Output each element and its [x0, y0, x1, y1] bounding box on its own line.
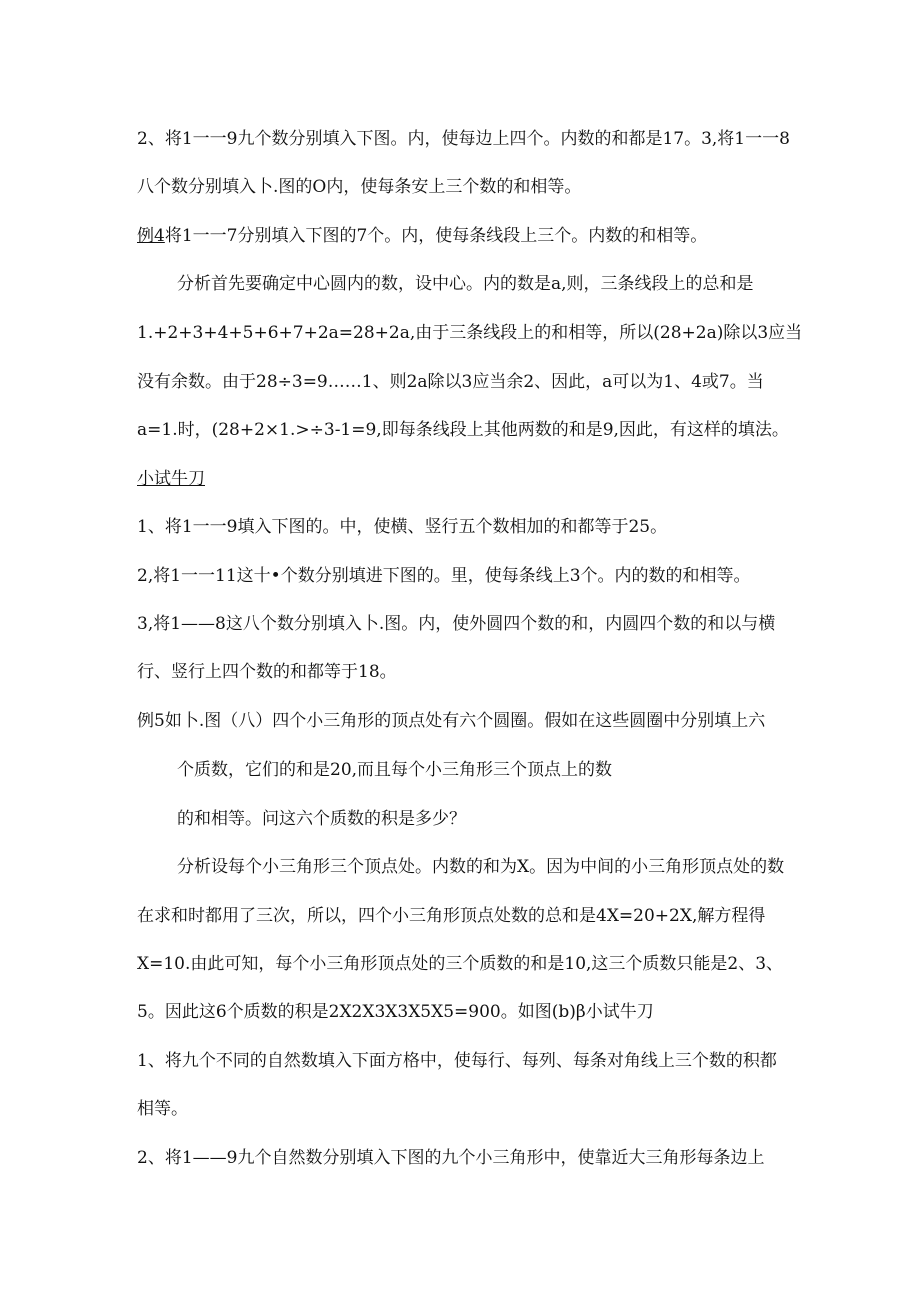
text-line-14: 个质数，它们的和是20,而且每个小三角形三个顶点上的数	[177, 760, 613, 780]
text-line-12: 行、竖行上四个数的和都等于18。	[137, 662, 397, 682]
text-line-17: 在求和时都用了三次，所以，四个小三角形顶点处数的总和是4X=20+2X,解方程得	[137, 906, 766, 926]
text-line-19: 5。因此这6个质数的积是2X2X3X3X5X5=900。如图(b)β小试牛刀	[137, 1002, 654, 1022]
text-line-10: 2,将1一一11这十•个数分别填进下图的。里，使每条线上3个。内的数的和相等。	[137, 566, 751, 586]
example-label: 例5	[137, 711, 165, 731]
text-line-18: X=10.由此可知，每个小三角形顶点处的三个质数的和是10,这三个质数只能是2、3、	[137, 954, 784, 974]
example-text: 如卜.图（八）四个小三角形的顶点处有六个圆圈。假如在这些圆圈中分别填上六	[164, 711, 766, 731]
text-line-13	[137, 709, 765, 733]
text-line-3	[137, 224, 707, 248]
example-label: 例4	[137, 226, 165, 246]
text-line-2: 八个数分别填入卜.图的O内，使每条安上三个数的和相等。	[137, 177, 582, 197]
example-text: 将1一一7分别填入下图的7个。内，使每条线段上三个。内数的和相等。	[164, 226, 708, 246]
text-line-22: 2、将1——9九个自然数分别填入下图的九个小三角形中，使靠近大三角形每条边上	[137, 1148, 765, 1168]
text-line-11: 3,将1——8这八个数分别填入卜.图。内，使外圆四个数的和，内圆四个数的和以与横	[137, 614, 776, 634]
text-line-9: 1、将1一一9填入下图的。中，使横、竖行五个数相加的和都等于25。	[137, 517, 668, 537]
text-line-15: 的和相等。问这六个质数的积是多少？	[177, 809, 466, 829]
text-line-20: 1、将九个不同的自然数填入下面方格中，使每行、每列、每条对角线上三个数的积都	[137, 1051, 777, 1071]
text-line-7: a=1.时，(28+2×1.>÷3-1=9,即每条线段上其他两数的和是9,因此，有这样的填法。	[137, 420, 789, 440]
text-line-16: 分析设每个小三角形三个顶点处。内数的和为X。因为中间的小三角形顶点处的数	[177, 857, 785, 877]
section-heading: 小试牛刀	[137, 469, 205, 489]
text-line-21: 相等。	[137, 1099, 188, 1119]
text-line-1: 2、将1一一9九个数分别填入下图。内，使每边上四个。内数的和都是17。3,将1一一8	[137, 129, 790, 149]
text-line-5: 1.+2+3+4+5+6+7+2a=28+2a,由于三条线段上的和相等，所以(28+2a)除以3应当	[137, 323, 803, 343]
text-line-6: 没有余数。由于28÷3=9……1、则2a除以3应当余2、因此，a可以为1、4或7。当	[137, 372, 764, 392]
text-line-4: 分析首先要确定中心圆内的数，设中心。内的数是a,则，三条线段上的总和是	[177, 274, 754, 294]
